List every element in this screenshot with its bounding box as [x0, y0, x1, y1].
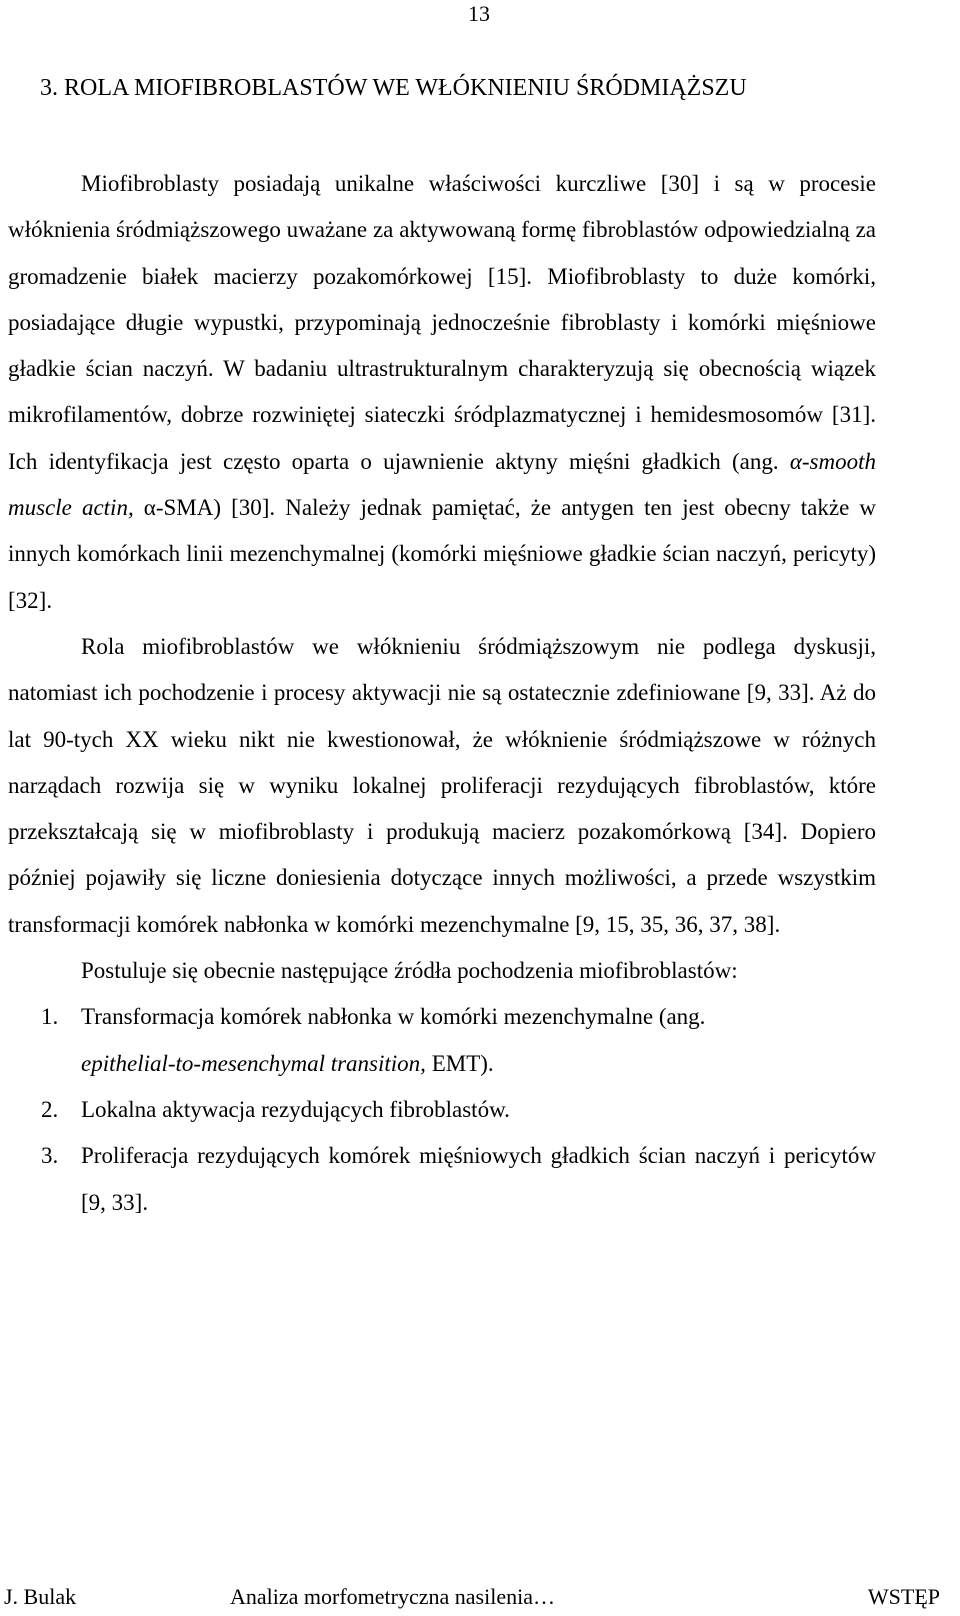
page-footer [0, 1581, 960, 1613]
paragraph-1-text-b: α-SMA) [30]. Należy jednak pamiętać, że antygen ten jest obecny także w innych komórkach linii mezenchymalnej (komórki mięśniowe gładkie ścian naczyń, pericyty) [32]. [8, 495, 877, 613]
page-number: 13 [468, 1, 490, 26]
origin-list [8, 994, 876, 1225]
list-item-text: Proliferacja rezydujących komórek mięśniowych gładkich ścian naczyń i pericytów [9, 33]. [81, 1143, 876, 1215]
list-number: 3. [41, 1143, 59, 1169]
document-body [8, 161, 876, 1226]
footer-author: J. Bulak [4, 1584, 77, 1609]
list-item [8, 1087, 876, 1133]
list-intro: Postuluje się obecnie następujące źródła pochodzenia miofibroblastów: [81, 958, 738, 984]
list-item-text: Transformacja komórek nabłonka w komórki mezenchymalne (ang. [81, 1004, 706, 1030]
list-item-italic-term: epithelial-to-mesenchymal transition, [81, 1050, 426, 1076]
footer-section: WSTĘP [867, 1584, 940, 1609]
list-item-tail: EMT). [425, 1050, 494, 1076]
paragraph-1-text-a: Miofibroblasty posiadają unikalne właściwości kurczliwe [30] i są w procesie włóknienia śródmiąższowego uważane za aktywowaną formę fibroblastów odpowiedzialną za gromadzenie białek macierzy pozakomórkowej [15]. Miofibroblasty to duże komórki, posiadające długie wypustki, przypominają jednocześnie fibroblasty i komórki mięśniowe gładkie ścian naczyń. W badaniu ultrastrukturalnym charakteryzują się obecnością wiązek mikrofilamentów, dobrze rozwiniętej siateczki śródplazmatycznej i hemidesmosomów [31]. Ich identyfikacja jest często oparta o ujawnienie aktyny mięśni gładkich (ang. [8, 171, 876, 474]
paragraph-1 [8, 161, 876, 624]
list-item-text: Lokalna aktywacja rezydujących fibroblastów. [81, 1096, 510, 1122]
list-item [8, 1133, 876, 1226]
list-number: 2. [41, 1096, 59, 1122]
footer-title: Analiza morfometryczna nasilenia… [230, 1584, 555, 1609]
list-item [8, 994, 876, 1087]
chapter-heading: 3. ROLA MIOFIBROBLASTÓW WE WŁÓKNIENIU ŚRÓDMIĄŻSZU [40, 75, 747, 101]
paragraph-1-italic-term: α-smooth muscle actin, [8, 448, 876, 521]
list-number: 1. [41, 1004, 59, 1030]
paragraph-2: Rola miofibroblastów we włóknieniu śródmiąższowym nie podlega dyskusji, natomiast ich pochodzenie i procesy aktywacji nie są ostatecznie zdefiniowane [9, 33]. Aż do lat 90-tych XX wieku nikt nie kwestionował, że włóknienie śródmiąższowe w różnych narządach rozwija się w wyniku lokalnej proliferacji rezydujących fibroblastów, które przekształcają się w miofibroblasty i produkują macierz pozakomórkową [34]. Dopiero później pojawiły się liczne doniesienia dotyczące innych możliwości, a przede wszystkim transformacji komórek nabłonka w komórki mezenchymalne [9, 15, 35, 36, 37, 38]. [8, 633, 876, 937]
